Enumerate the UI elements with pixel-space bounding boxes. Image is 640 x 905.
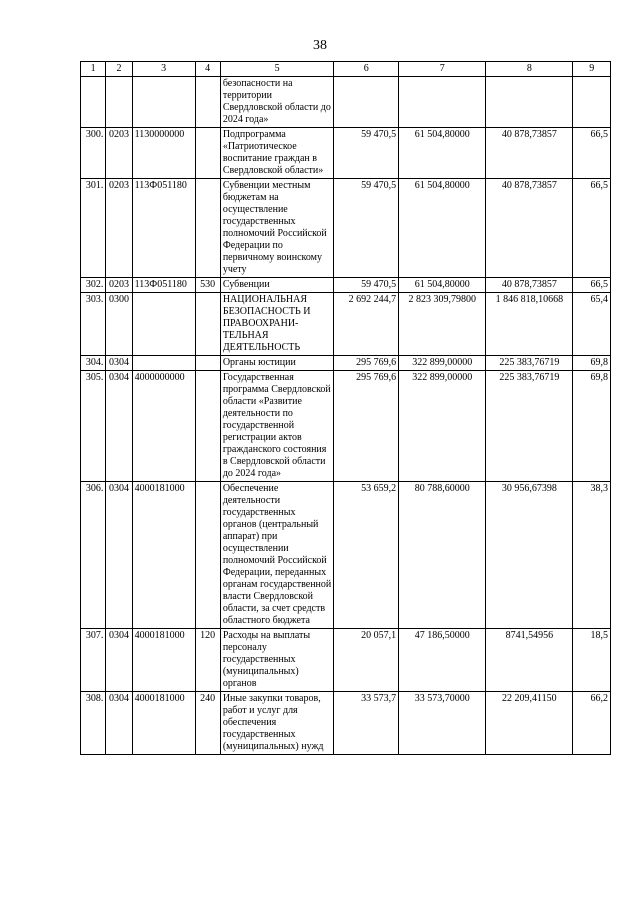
expense-type-code: 120: [195, 629, 220, 692]
item-name: Государственная программа Свердловской области «Развитие деятельности по государственной регистрации актов гражданского состояния в Свердловской области до 2024 года»: [220, 371, 333, 482]
table-row: [81, 128, 611, 179]
executed-value: 1 846 818,10668: [486, 293, 573, 356]
execution-percent: 18,5: [573, 629, 611, 692]
item-name: НАЦИОНАЛЬНАЯ БЕЗОПАСНОСТЬ И ПРАВООХРАНИ-ТЕЛЬНАЯ ДЕЯТЕЛЬНОСТЬ: [220, 293, 333, 356]
row-number: 305.: [81, 371, 106, 482]
target-article-code: [132, 293, 195, 356]
section-code: 0203: [106, 278, 132, 293]
item-name: Иные закупки товаров, работ и услуг для обеспечения государственных (муниципальных) нужд: [220, 692, 333, 755]
execution-percent: 66,5: [573, 179, 611, 278]
row-number: 307.: [81, 629, 106, 692]
target-article-code: 1130000000: [132, 128, 195, 179]
executed-value: 40 878,73857: [486, 128, 573, 179]
row-number: 302.: [81, 278, 106, 293]
execution-percent: 69,8: [573, 356, 611, 371]
execution-percent: 66,5: [573, 278, 611, 293]
initial-plan-value: 2 692 244,7: [334, 293, 399, 356]
executed-value: 225 383,76719: [486, 356, 573, 371]
section-code: 0304: [106, 356, 132, 371]
adjusted-plan-value: 61 504,80000: [399, 128, 486, 179]
section-code: 0304: [106, 482, 132, 629]
table-row: [81, 278, 611, 293]
page-number: 38: [313, 38, 327, 53]
table-body: [81, 77, 611, 755]
section-code: 0300: [106, 293, 132, 356]
adjusted-plan-value: [399, 77, 486, 128]
item-name: безопасности на территории Свердловской области до 2024 года»: [220, 77, 333, 128]
expense-type-code: [195, 128, 220, 179]
table-row: [81, 356, 611, 371]
executed-value: 225 383,76719: [486, 371, 573, 482]
column-header-8: 8: [486, 62, 573, 77]
expense-type-code: 530: [195, 278, 220, 293]
section-code: 0304: [106, 629, 132, 692]
initial-plan-value: 53 659,2: [334, 482, 399, 629]
initial-plan-value: [334, 77, 399, 128]
section-code: 0203: [106, 128, 132, 179]
header-row: [81, 62, 611, 77]
target-article-code: [132, 77, 195, 128]
column-header-9: 9: [573, 62, 611, 77]
execution-percent: 66,5: [573, 128, 611, 179]
item-name: Обеспечение деятельности государственных органов (центральный аппарат) при осуществлении полномочий Российской Федерации, переданных органам государственной власти Свердловской области, за счет средств областного бюджета: [220, 482, 333, 629]
initial-plan-value: 20 057,1: [334, 629, 399, 692]
target-article-code: 4000181000: [132, 482, 195, 629]
item-name: Субвенции: [220, 278, 333, 293]
column-header-5: 5: [220, 62, 333, 77]
expense-type-code: [195, 356, 220, 371]
expense-type-code: [195, 482, 220, 629]
table-row: [81, 293, 611, 356]
column-header-6: 6: [334, 62, 399, 77]
executed-value: 22 209,41150: [486, 692, 573, 755]
row-number: 300.: [81, 128, 106, 179]
expense-type-code: [195, 293, 220, 356]
executed-value: 40 878,73857: [486, 278, 573, 293]
target-article-code: [132, 356, 195, 371]
item-name: Субвенции местным бюджетам на осуществление государственных полномочий Российской Федерации по первичному воинскому учету: [220, 179, 333, 278]
target-article-code: 113Ф051180: [132, 179, 195, 278]
initial-plan-value: 59 470,5: [334, 179, 399, 278]
row-number: 308.: [81, 692, 106, 755]
adjusted-plan-value: 33 573,70000: [399, 692, 486, 755]
initial-plan-value: 59 470,5: [334, 128, 399, 179]
initial-plan-value: 59 470,5: [334, 278, 399, 293]
initial-plan-value: 295 769,6: [334, 371, 399, 482]
expense-type-code: [195, 371, 220, 482]
execution-percent: 69,8: [573, 371, 611, 482]
table-row: [81, 77, 611, 128]
row-number: 306.: [81, 482, 106, 629]
column-header-3: 3: [132, 62, 195, 77]
section-code: 0304: [106, 692, 132, 755]
item-name: Подпрограмма «Патриотическое воспитание граждан в Свердловской области»: [220, 128, 333, 179]
target-article-code: 4000000000: [132, 371, 195, 482]
adjusted-plan-value: 322 899,00000: [399, 356, 486, 371]
table-row: [81, 179, 611, 278]
execution-percent: 66,2: [573, 692, 611, 755]
budget-table: [80, 61, 611, 755]
adjusted-plan-value: 61 504,80000: [399, 179, 486, 278]
execution-percent: [573, 77, 611, 128]
row-number: 303.: [81, 293, 106, 356]
expense-type-code: 240: [195, 692, 220, 755]
column-header-2: 2: [106, 62, 132, 77]
table-row: [81, 482, 611, 629]
row-number: 304.: [81, 356, 106, 371]
adjusted-plan-value: 322 899,00000: [399, 371, 486, 482]
table-row: [81, 692, 611, 755]
row-number: 301.: [81, 179, 106, 278]
target-article-code: 113Ф051180: [132, 278, 195, 293]
table-header: [81, 62, 611, 77]
target-article-code: 4000181000: [132, 692, 195, 755]
table-row: [81, 371, 611, 482]
target-article-code: 4000181000: [132, 629, 195, 692]
section-code: 0203: [106, 179, 132, 278]
table-row: [81, 629, 611, 692]
adjusted-plan-value: 47 186,50000: [399, 629, 486, 692]
executed-value: 40 878,73857: [486, 179, 573, 278]
column-header-1: 1: [81, 62, 106, 77]
executed-value: [486, 77, 573, 128]
executed-value: 8741,54956: [486, 629, 573, 692]
item-name: Органы юстиции: [220, 356, 333, 371]
executed-value: 30 956,67398: [486, 482, 573, 629]
initial-plan-value: 33 573,7: [334, 692, 399, 755]
adjusted-plan-value: 2 823 309,79800: [399, 293, 486, 356]
initial-plan-value: 295 769,6: [334, 356, 399, 371]
row-number: [81, 77, 106, 128]
item-name: Расходы на выплаты персоналу государственных (муниципальных) органов: [220, 629, 333, 692]
adjusted-plan-value: 61 504,80000: [399, 278, 486, 293]
execution-percent: 65,4: [573, 293, 611, 356]
expense-type-code: [195, 77, 220, 128]
section-code: [106, 77, 132, 128]
column-header-4: 4: [195, 62, 220, 77]
adjusted-plan-value: 80 788,60000: [399, 482, 486, 629]
column-header-7: 7: [399, 62, 486, 77]
execution-percent: 38,3: [573, 482, 611, 629]
section-code: 0304: [106, 371, 132, 482]
expense-type-code: [195, 179, 220, 278]
